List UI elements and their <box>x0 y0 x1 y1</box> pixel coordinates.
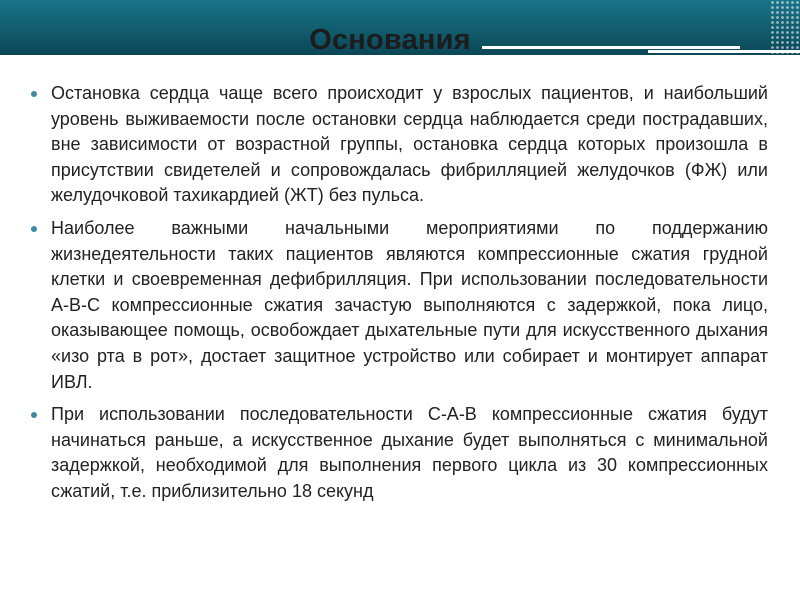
bullet-dot-icon <box>31 412 37 418</box>
bullet-item <box>30 216 768 395</box>
bullet-item <box>30 81 768 209</box>
bullet-dot-icon <box>31 226 37 232</box>
bullet-list <box>30 81 768 505</box>
bullet-text: Остановка сердца чаще всего происходит у взрослых пациентов, и наибольший уровень выживаемости после остановки сердца наблюдается среди пострадавших, вне зависимости от возрастной группы, остановка сердца которых произошла в присутствии свидетелей и сопровождалась фибрилляцией желудочков (ФЖ) или желудочковой тахикардией (ЖТ) без пульса. <box>51 83 768 206</box>
slide-title: Основания <box>309 24 471 56</box>
bullet-item <box>30 402 768 504</box>
bullet-dot-icon <box>31 91 37 97</box>
slide-content <box>30 81 768 512</box>
bullet-text: Наиболее важными начальными мероприятиями по поддержанию жизнедеятельности таких пациентов являются компрессионные сжатия грудной клетки и своевременная дефибрилляция. При использовании последовательности A-B-C компрессионные сжатия зачастую выполняются с задержкой, пока лицо, оказывающее помощь, освобождает дыхательные пути для искусственного дыхания «изо рта в рот», достает защитное устройство или собирает и монтирует аппарат ИВЛ. <box>51 217 768 392</box>
bullet-text: При использовании последовательности C-A-B компрессионные сжатия будут начинаться раньше, а искусственное дыхание будет выполняться с минимальной задержкой, необходимой для выполнения первого цикла из 30 компрессионных сжатий, т.е. приблизительно 18 секунд <box>51 404 768 501</box>
